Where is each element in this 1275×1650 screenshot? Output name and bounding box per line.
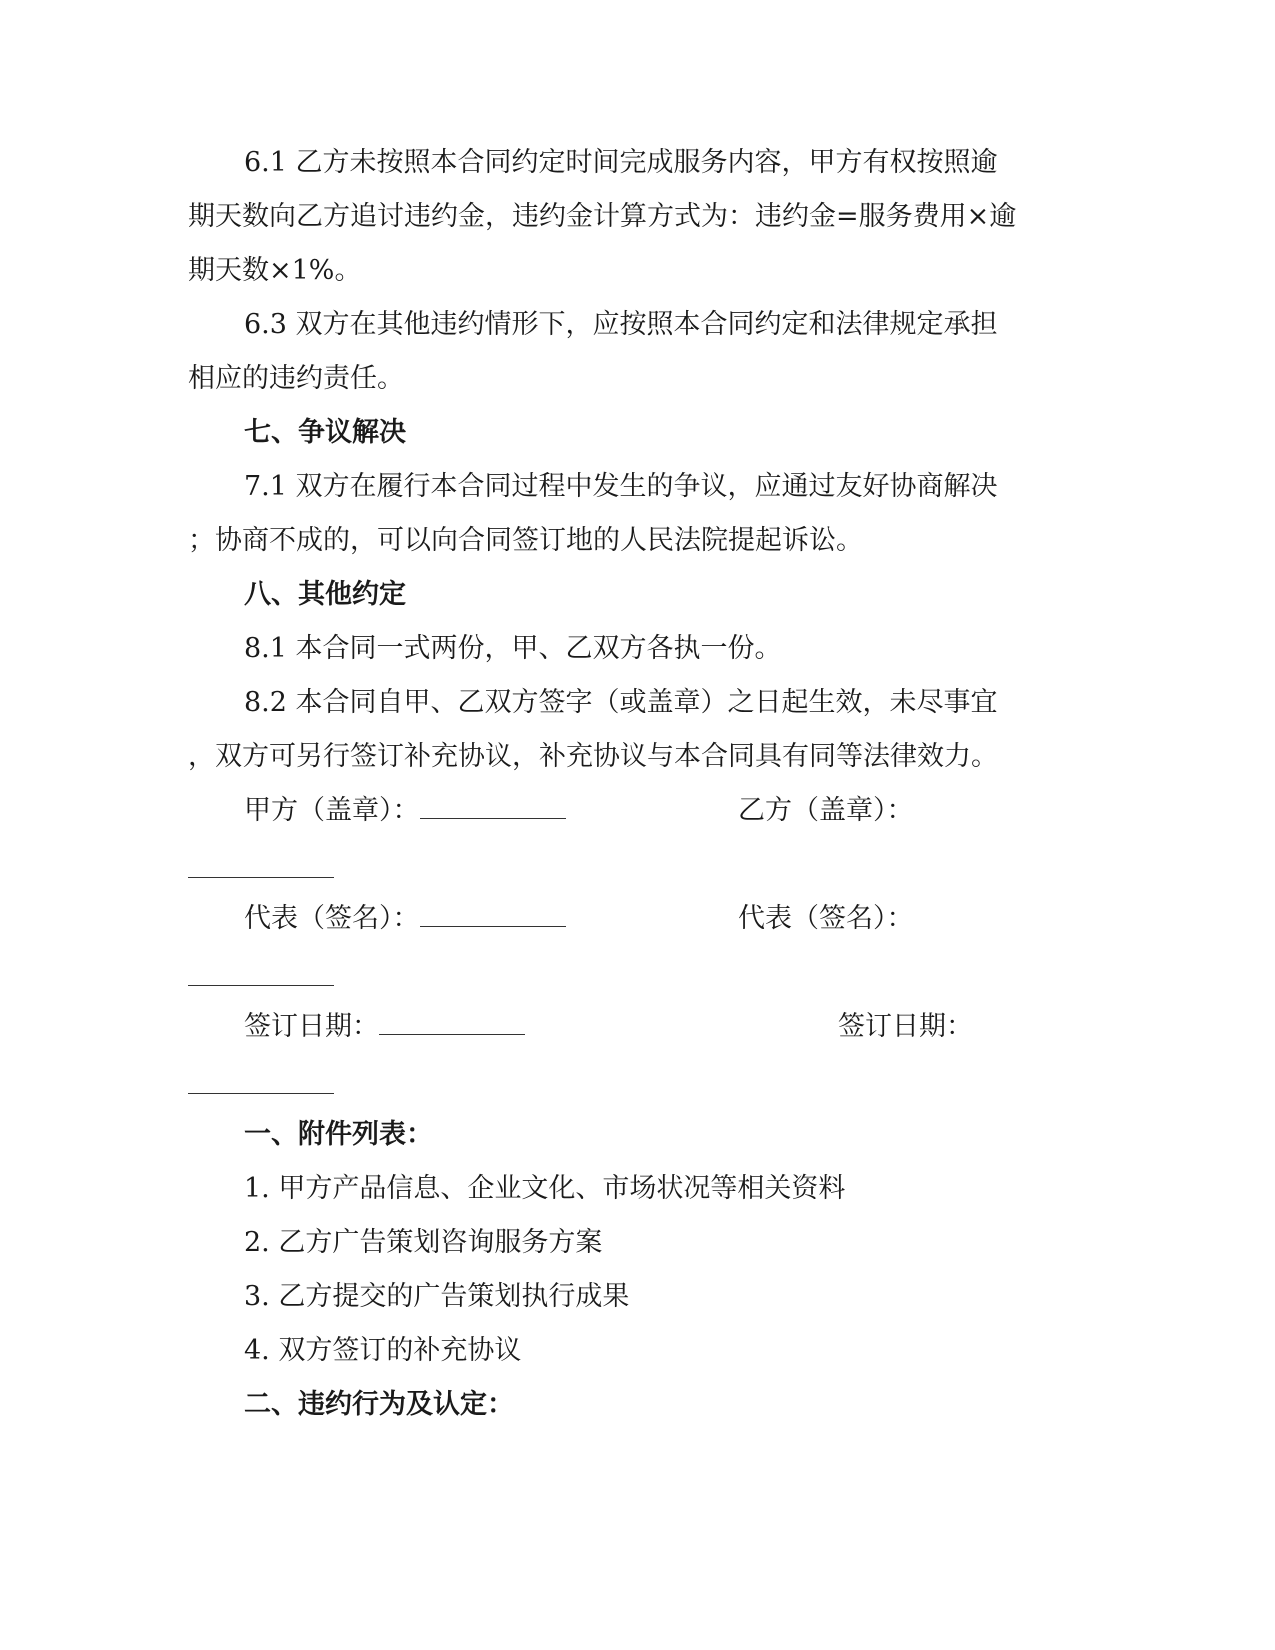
attachment-item: 4. 双方签订的补充协议 bbox=[244, 1335, 522, 1366]
party-a-seal-blank bbox=[420, 796, 566, 819]
date-a-label: 签订日期： bbox=[244, 1011, 379, 1042]
clause-6-1-line-3: 期天数×1%。 bbox=[188, 255, 362, 286]
clause-7-1-line-1: 7.1 双方在履行本合同过程中发生的争议，应通过友好协商解决 bbox=[244, 471, 998, 502]
party-b-seal-blank bbox=[188, 877, 334, 878]
rep-b-blank bbox=[188, 985, 334, 986]
clause-7-1-line-2: ；协商不成的，可以向合同签订地的人民法院提起诉讼。 bbox=[188, 525, 863, 556]
attachment-item: 1. 甲方产品信息、企业文化、市场状况等相关资料 bbox=[244, 1173, 846, 1204]
section-8-heading: 八、其他约定 bbox=[244, 579, 406, 610]
party-a-seal-label: 甲方（盖章）： bbox=[244, 795, 420, 826]
date-b-label: 签订日期： bbox=[838, 1011, 973, 1042]
date-a-row bbox=[244, 1009, 525, 1045]
clause-6-3-line-2: 相应的违约责任。 bbox=[188, 363, 404, 394]
date-a-blank bbox=[379, 1012, 525, 1035]
rep-a-row bbox=[244, 901, 566, 937]
party-b-seal-label: 乙方（盖章）： bbox=[738, 795, 914, 826]
clause-6-3-line-1: 6.3 双方在其他违约情形下，应按照本合同约定和法律规定承担 bbox=[244, 309, 998, 340]
date-b-blank bbox=[188, 1093, 334, 1094]
attachment-item: 2. 乙方广告策划咨询服务方案 bbox=[244, 1227, 603, 1258]
rep-a-label: 代表（签名）： bbox=[244, 903, 420, 934]
clause-8-2-line-1: 8.2 本合同自甲、乙双方签字（或盖章）之日起生效，未尽事宜 bbox=[244, 687, 998, 718]
clause-6-1-line-2: 期天数向乙方追讨违约金，违约金计算方式为：违约金=服务费用×逾 bbox=[188, 201, 1017, 232]
breach-heading: 二、违约行为及认定： bbox=[244, 1389, 514, 1420]
clause-8-2-line-2: ，双方可另行签订补充协议，补充协议与本合同具有同等法律效力。 bbox=[188, 741, 998, 772]
attachments-heading: 一、附件列表： bbox=[244, 1119, 433, 1150]
clause-8-1: 8.1 本合同一式两份，甲、乙双方各执一份。 bbox=[244, 633, 782, 664]
rep-b-label: 代表（签名）： bbox=[738, 903, 914, 934]
party-a-seal-row bbox=[244, 793, 566, 829]
attachment-item: 3. 乙方提交的广告策划执行成果 bbox=[244, 1281, 630, 1312]
clause-6-1-line-1: 6.1 乙方未按照本合同约定时间完成服务内容，甲方有权按照逾 bbox=[244, 147, 998, 178]
section-7-heading: 七、争议解决 bbox=[244, 417, 406, 448]
rep-a-blank bbox=[420, 904, 566, 927]
